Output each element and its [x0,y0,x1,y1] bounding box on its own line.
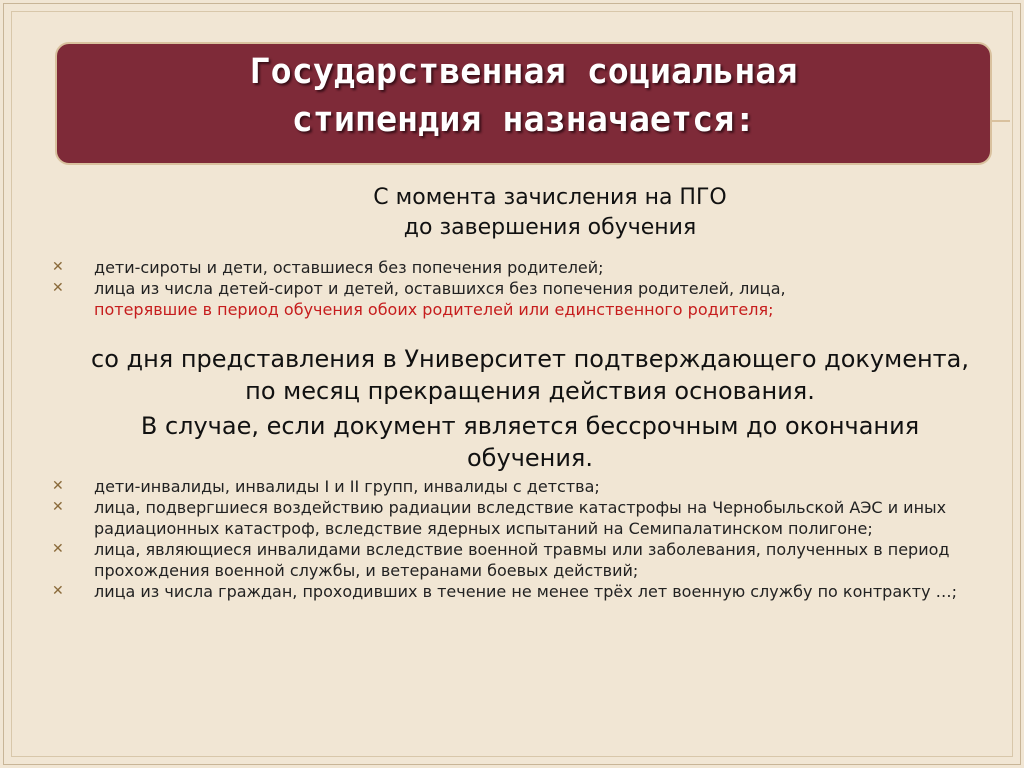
list-item [50,476,1015,497]
list-item [50,278,1015,320]
section-1-heading-line-2: до завершения обучения [403,215,697,240]
section-1-heading-line-1: С момента зачисления на ПГО [373,185,727,210]
section-1-bullet-list [50,257,1015,320]
section-2-heading-line-4: обучения. [467,444,593,472]
x-mark-icon: ✕ [52,499,64,515]
section-2-heading-line-2: по месяц прекращения действия основания. [245,377,815,405]
bullet-highlight-text: потерявшие в период обучения обоих родителей или единственного родителя; [94,300,774,319]
x-mark-icon: ✕ [52,583,64,599]
slide-title [55,48,992,144]
section-2-heading-line-1: со дня представления в Университет подтверждающего документа, [91,345,969,373]
section-2-heading [40,343,1020,407]
slide-title-line-2: стипендия назначается: [291,100,756,140]
slide-title-line-1: Государственная социальная [249,52,798,92]
list-item [50,539,1015,581]
x-mark-icon: ✕ [52,478,64,494]
list-item [50,581,1015,602]
list-item [50,257,1015,278]
x-mark-icon: ✕ [52,280,64,296]
bullet-text: дети-сироты и дети, оставшиеся без попечения родителей; [94,258,604,277]
section-2-bullet-list [50,476,1015,602]
list-item [50,497,1015,539]
bullet-text: лица, являющиеся инвалидами вследствие военной травмы или заболевания, полученных в период прохождения военной службы, и ветеранами боевых действий; [94,540,950,580]
title-decor-line [990,120,1010,122]
bullet-text: лица, подвергшиеся воздействию радиации вследствие катастрофы на Чернобыльской АЭС и иных радиационных катастроф, вследствие ядерных испытаний на Семипалатинском полигоне; [94,498,947,538]
bullet-text: дети-инвалиды, инвалиды I и II групп, инвалиды с детства; [94,477,600,496]
bullet-text: лица из числа детей-сирот и детей, оставшихся без попечения родителей, лица, [94,279,786,298]
x-mark-icon: ✕ [52,541,64,557]
x-mark-icon: ✕ [52,259,64,275]
section-1-heading [200,183,900,243]
section-2-heading-line-3: В случае, если документ является бессрочным до окончания [140,412,920,440]
bullet-text: лица из числа граждан, проходивших в течение не менее трёх лет военную службу по контракту …; [94,582,958,601]
section-2-subheading [40,410,1020,474]
